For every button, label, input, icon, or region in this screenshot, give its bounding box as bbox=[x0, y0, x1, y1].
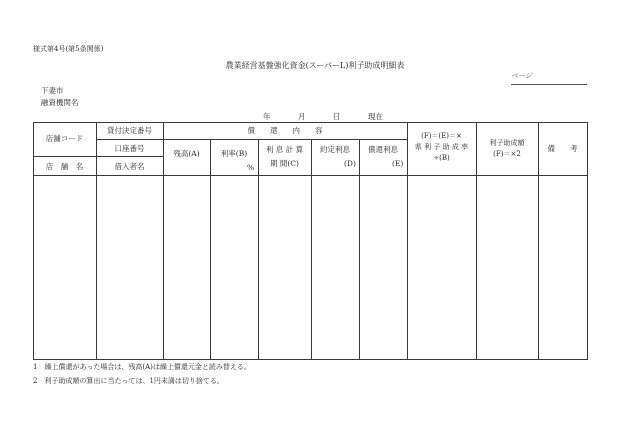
rule-col-1 bbox=[96, 122, 97, 360]
form-number-label: 様式第4号(第5条関係) bbox=[33, 45, 104, 53]
rule-col-9 bbox=[538, 122, 539, 360]
date-month: 月 bbox=[298, 112, 306, 121]
header-repaid-interest-line2: (E) bbox=[392, 159, 404, 168]
rule-col-4 bbox=[258, 139, 259, 360]
rule-col-5 bbox=[311, 139, 312, 360]
header-store-code: 店舗コード bbox=[45, 134, 84, 143]
header-store-name: 店 舗 名 bbox=[45, 162, 84, 171]
header-subsidy-rate-line2: 県 利 子 助 成 率 bbox=[414, 143, 469, 151]
table-border-top bbox=[33, 122, 588, 123]
rule-row-1 bbox=[96, 139, 407, 140]
date-suffix: 現在 bbox=[368, 112, 383, 121]
institution-label: 融資機関名 bbox=[41, 98, 79, 107]
rule-col-6 bbox=[359, 139, 360, 360]
header-borrower-name: 借入者名 bbox=[114, 162, 145, 171]
subsidy-ledger-table bbox=[33, 122, 588, 360]
header-balance: 残高(A) bbox=[173, 149, 200, 158]
header-contract-interest-line2: (D) bbox=[344, 159, 356, 168]
header-loan-number: 貸付決定番号 bbox=[107, 126, 152, 135]
header-subsidy-amount-line2: (F)＝×2 bbox=[493, 150, 521, 158]
as-of-date bbox=[263, 112, 383, 122]
header-repayment-contents: 償 還 内 容 bbox=[247, 126, 323, 135]
table-border-right bbox=[587, 122, 588, 360]
header-subsidy-rate-line1: (F)＝(E)＝× bbox=[421, 132, 462, 140]
header-percent-unit: % bbox=[247, 163, 255, 172]
header-account-number: 口座番号 bbox=[114, 144, 145, 153]
header-subsidy-amount-line1: 利子助成額 bbox=[489, 139, 525, 147]
rule-col-3 bbox=[210, 139, 211, 360]
header-interest-rate: 利率(B) bbox=[220, 149, 248, 158]
date-year: 年 bbox=[263, 112, 271, 121]
document-title: 農業経営基盤強化資金(スーパーL)利子助成明細表 bbox=[225, 61, 405, 70]
header-subsidy-rate-line3: ÷(B) bbox=[433, 154, 450, 162]
page-label: ページ bbox=[511, 72, 532, 80]
header-interest-period-line1: 利 息 計 算 bbox=[265, 145, 304, 154]
note-early-repayment: 1 繰上償還があった場合は、残高(A)は繰上償還元金と読み替える。 bbox=[33, 363, 251, 371]
table-border-left bbox=[33, 122, 34, 360]
note-rounding: 2 利子助成額の算出に当たっては、1円未満は切り捨てる。 bbox=[33, 377, 224, 385]
header-repaid-interest-line1: 償還利息 bbox=[368, 145, 398, 154]
date-day: 日 bbox=[333, 112, 341, 121]
city-name: 下妻市 bbox=[41, 86, 64, 95]
header-remarks: 備 考 bbox=[547, 144, 578, 153]
header-contract-interest-line1: 約定利息 bbox=[320, 145, 350, 154]
header-interest-period-line2: 期 間(C) bbox=[270, 159, 299, 168]
rule-row-2 bbox=[33, 156, 163, 157]
